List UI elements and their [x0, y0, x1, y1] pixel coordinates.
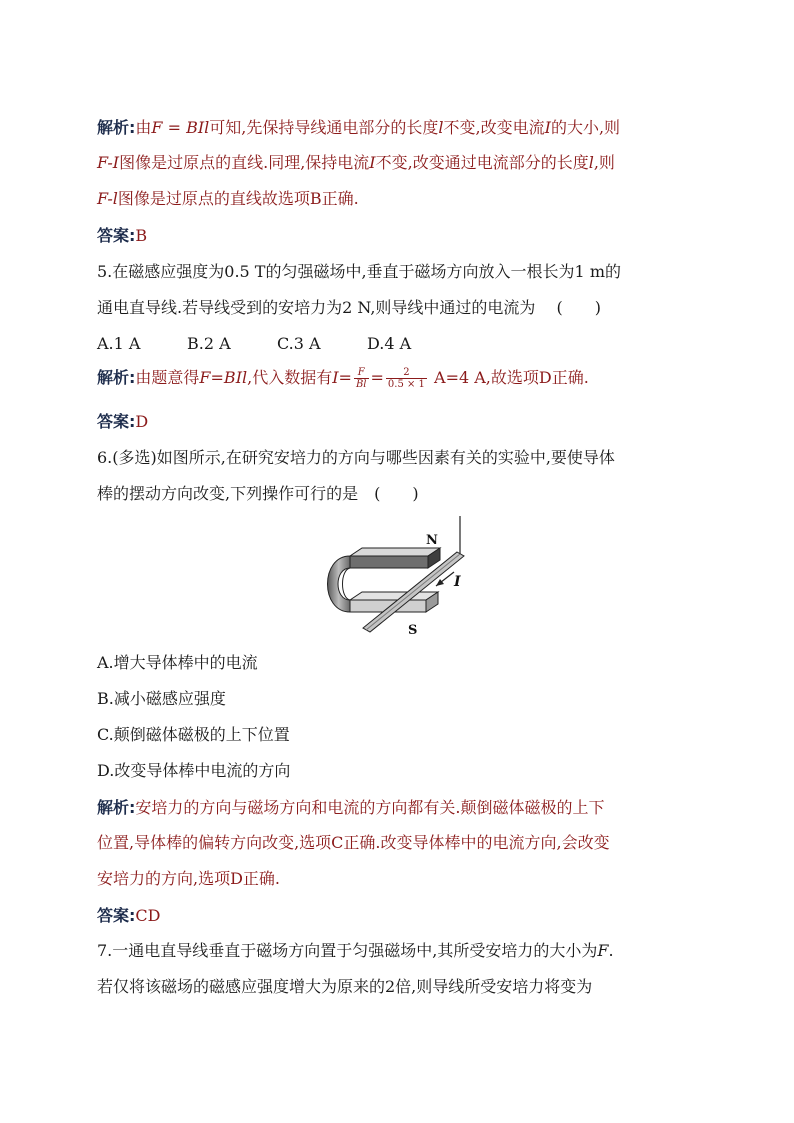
q5-analysis: 解析:由题意得F=BIl,代入数据有I= $\frac{F}{Bl}$ = $\frac{2}{0.5 \times 1}$ A=4 A,故选项D正确. — [97, 367, 589, 390]
option-d: D.4 A — [367, 334, 412, 353]
answer-value: D — [135, 412, 149, 431]
answer-value: CD — [135, 906, 161, 925]
answer-label: 答案: — [97, 226, 136, 245]
q5-stem-line-1: 5.在磁感应强度为0.5 T的匀强磁场中,垂直于磁场方向放入一根长为1 m的 — [97, 262, 621, 281]
q6-analysis-line-3: 安培力的方向,选项D正确. — [97, 869, 281, 888]
fraction: $\frac{F}{Bl}$ — [355, 367, 367, 390]
q6-option-d: D.改变导体棒中电流的方向 — [97, 761, 291, 780]
q6-stem-line-1: 6.(多选)如图所示,在研究安培力的方向与哪些因素有关的实验中,要使导体 — [97, 448, 615, 467]
formula: F=BIl — [199, 368, 248, 387]
option-a: A.1 A — [97, 334, 141, 353]
south-pole-label: S — [408, 623, 418, 638]
q4-analysis-line-2: F-I图像是过原点的直线.同理,保持电流I不变,改变通过电流部分的长度l,则 — [97, 153, 615, 172]
q6-analysis-line-2: 位置,导体棒的偏转方向改变,选项C正确.改变导体棒中的电流方向,会改变 — [97, 833, 610, 852]
q6-answer — [97, 905, 160, 927]
north-pole-label: N — [426, 533, 438, 548]
q4-answer — [97, 225, 147, 247]
current-label: I — [454, 574, 461, 590]
q6-stem-line-2: 棒的摆动方向改变,下列操作可行的是 ( ) — [97, 484, 419, 503]
option-c: C.3 A — [277, 334, 321, 353]
q5-stem-line-2: 通电直导线.若导线受到的安培力为2 N,则导线中通过的电流为 ( ) — [97, 298, 601, 317]
conductor-rod — [363, 516, 464, 632]
option-b: B.2 A — [187, 334, 231, 353]
analysis-label: 解析: — [97, 798, 136, 817]
q6-option-b: B.减小磁感应强度 — [97, 689, 226, 708]
q6-option-a: A.增大导体棒中的电流 — [97, 653, 258, 672]
analysis-label: 解析: — [97, 368, 136, 387]
fraction: $\frac{2}{0.5 \times 1}$ — [387, 367, 425, 390]
q4-analysis-line-3: F-l图像是过原点的直线故选项B正确. — [97, 189, 359, 208]
q7-stem-line-2: 若仅将该磁场的磁感应强度增大为原来的2倍,则导线所受安培力将变为 — [97, 977, 593, 996]
answer-label: 答案: — [97, 906, 136, 925]
q7-stem-line-1: 7.一通电直导线垂直于磁场方向置于匀强磁场中,其所受安培力的大小为F. — [97, 941, 614, 960]
q5-answer — [97, 411, 148, 433]
magnet-experiment-figure — [318, 512, 478, 638]
q4-analysis-line-1: 解析:由F = BIl可知,先保持导线通电部分的长度l不变,改变电流I的大小,则 — [97, 118, 621, 137]
q6-option-c: C.颠倒磁体磁极的上下位置 — [97, 725, 290, 744]
q5-options — [97, 333, 457, 355]
q6-analysis-line-1: 解析:安培力的方向与磁场方向和电流的方向都有关.颠倒磁体磁极的上下 — [97, 798, 605, 817]
answer-label: 答案: — [97, 412, 136, 431]
answer-value: B — [135, 226, 148, 245]
analysis-label: 解析: — [97, 118, 136, 137]
formula: F = BIl — [151, 118, 210, 137]
